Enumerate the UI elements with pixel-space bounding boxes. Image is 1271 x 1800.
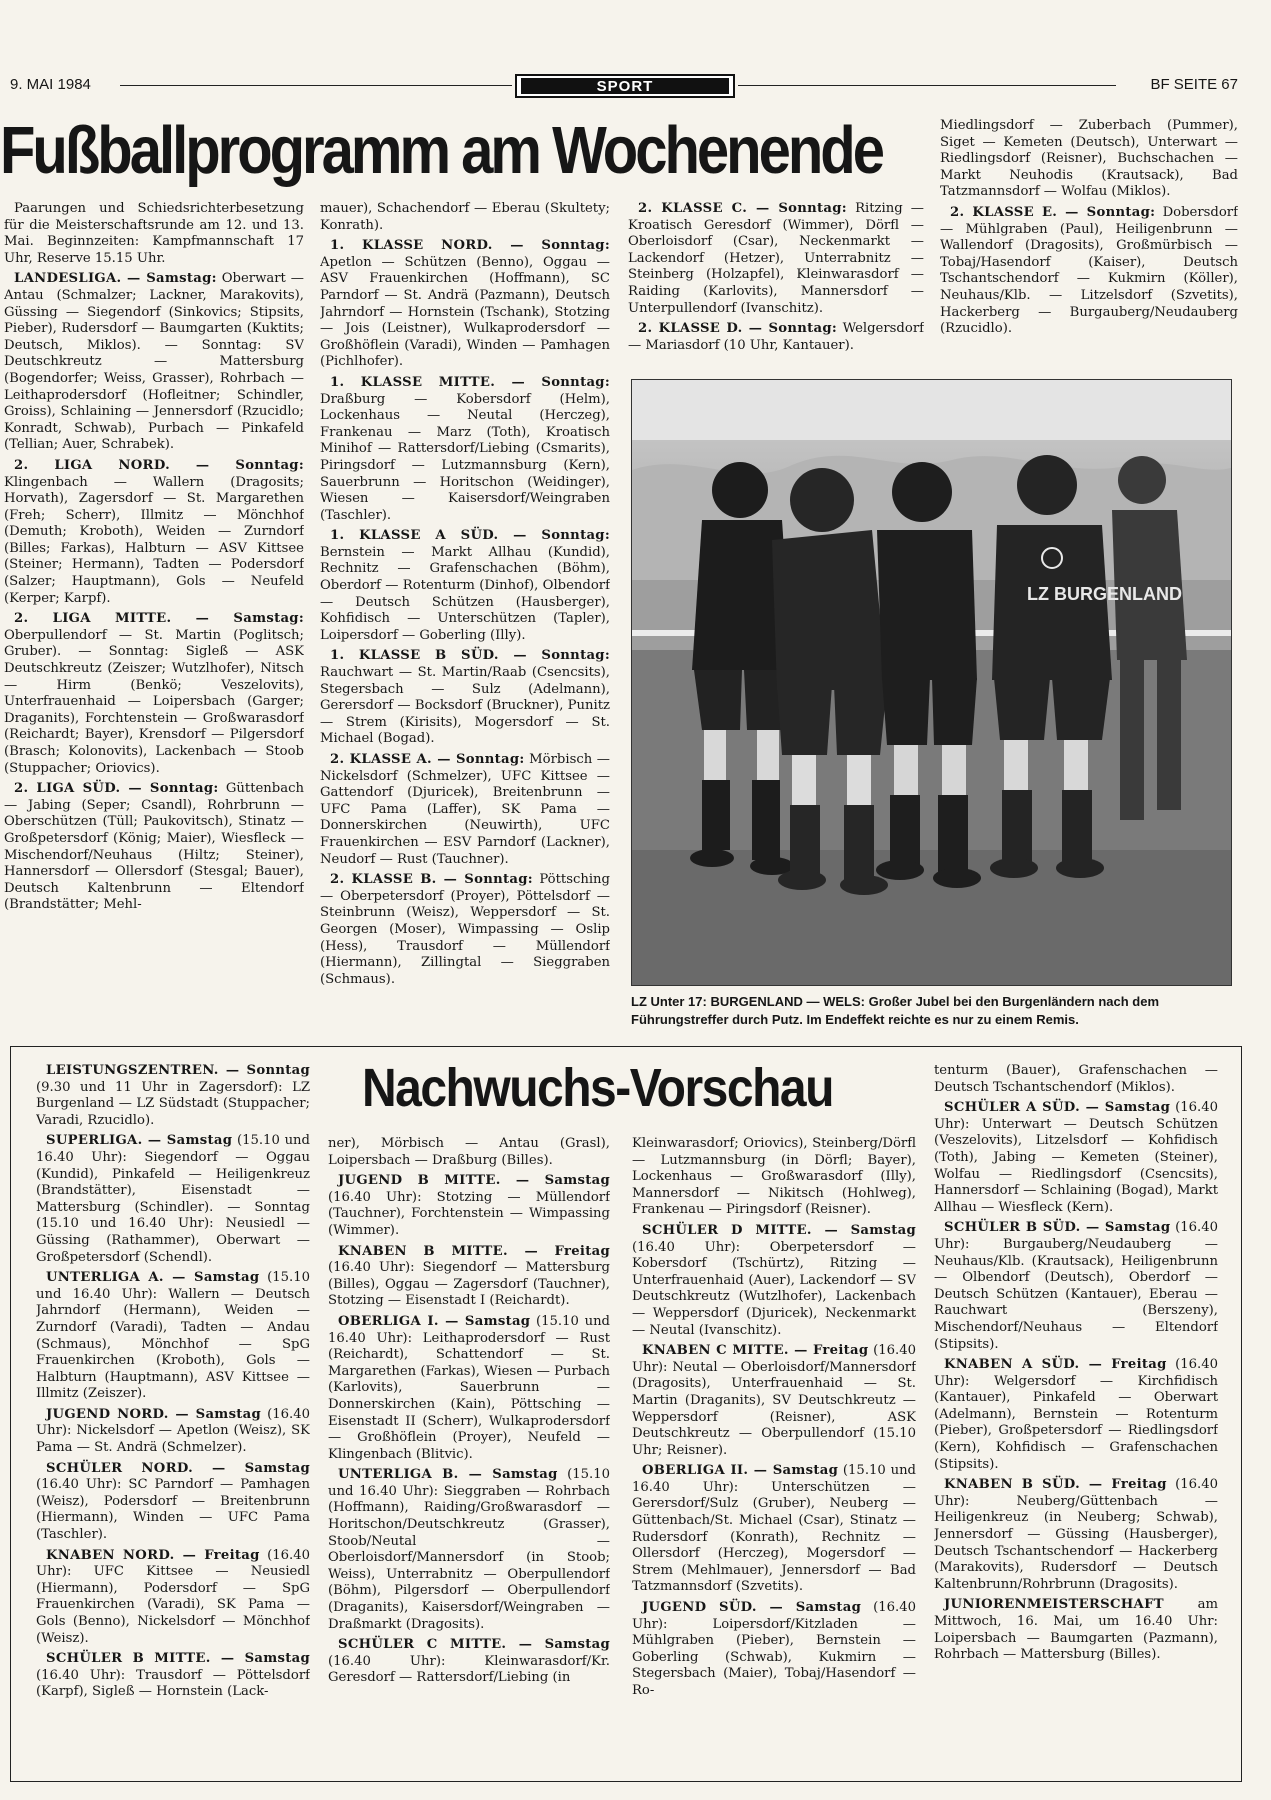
fixture-text: Güttenbach — Jabing (Seper; Csandl), Rohrbrunn — Oberschützen (Tüll; Paukovitsch), Stinatz — Großpetersdorf (König; Maier), Wiesfleck — Mischendorf/Neuhaus (Hiltz; Steiner), Hannersdorf — Ollersdorf (Stesgal; Bauer), Deutsch Kaltenbrunn — Eltendorf (Brandstätter; Mehl- xyxy=(4,781,304,913)
fixture-text: (15.10 und 16.40 Uhr): Leithaprodersdorf — Rust (Reichardt), Schattendorf — St. Margarethen (Farkas), Wiesen — Purbach (Karlovits), Sauerbrunn — Donnerskirchen (Kain), Pöttsching — Eisenstadt II (Scherr), Wulkaprodersdorf — Großhöflein (Proyer), Neufeld — Klingenbach (Blitvic). xyxy=(328,1313,610,1462)
league-heading: 2. KLASSE C. — Sonntag: xyxy=(638,201,847,216)
league-heading: SCHÜLER C MITTE. — Samstag xyxy=(338,1637,610,1653)
league-heading: 2. KLASSE E. — Sonntag: xyxy=(950,204,1156,220)
fixture-paragraph xyxy=(36,1461,310,1544)
fixture-text: (16.40 Uhr): Kleinwarasdorf/Kr. Geresdorf — Rattersdorf/Liebing (in xyxy=(328,1653,610,1686)
intro-paragraph: Paarungen und Schiedsrichterbesetzung für die Meisterschaftsrunde am 12. und 13. Mai. Beginnzeiten: Kampfmannschaft 17 Uhr, Reserve 15.15 Uhr. xyxy=(4,201,304,266)
fixture-paragraph xyxy=(36,1407,310,1457)
section-box xyxy=(515,74,735,98)
league-heading: 1. KLASSE MITTE. — Sonntag: xyxy=(330,374,610,390)
fixture-paragraph xyxy=(934,1357,1218,1473)
fixture-paragraph xyxy=(36,1548,310,1648)
youth-column-1-articles xyxy=(36,1063,310,1701)
fixture-paragraph xyxy=(320,201,610,234)
league-heading: SUPERLIGA. — Samstag xyxy=(46,1133,233,1149)
league-heading: JUGEND SÜD. — Samstag xyxy=(642,1600,862,1616)
league-heading: UNTERLIGA B. — Samstag xyxy=(338,1467,558,1483)
fixture-paragraph xyxy=(4,611,304,777)
league-heading: KNABEN A SÜD. — Freitag xyxy=(944,1357,1167,1373)
fixture-paragraph xyxy=(36,1651,310,1701)
fixture-text: (16.40 Uhr): Siegendorf — Mattersburg (Billes), Oggau — Zagersdorf (Tauchner), Stotzing — Eisenstadt I (Reichardt). xyxy=(328,1260,610,1309)
fixture-text: (16.40 Uhr): SC Parndorf — Pamhagen (Weisz), Podersdorf — Breitenbrunn (Hiermann), Winden — UFC Pama (Taschler). xyxy=(36,1477,310,1543)
league-heading: 1. KLASSE A SÜD. — Sonntag: xyxy=(330,528,610,544)
fixture-text: Oberpullendorf — St. Martin (Poglitsch; Gruber). — Sonntag: Sigleß — ASK Deutschkreutz (Zeiszer; Wutzlhofer), Nitsch — Hirm (Benkö; Veszelovits), Unterfrauenhaid — Loipersbach (Garger; Draganits), Forchtenstein — Großwarasdorf (Reichardt; Bayer), Krensdorf — Pilgersdorf (Brasch; Kolonovits), Lackenbach — Stoob (Stuppacher; Oriovics). xyxy=(4,627,304,776)
league-heading: KNABEN B MITTE. — Freitag xyxy=(338,1243,610,1259)
fixture-text: (16.40 Uhr): Loipersdorf/Kitzladen — Mühlgraben (Pieber), Bernstein — Goberling (Schwab), Kukmirn — Stegersbach (Maier), Tobaj/Hasendorf — Ro- xyxy=(632,1600,916,1698)
fixture-text: (15.10 und 16.40 Uhr): Siegendorf — Oggau (Kundid), Pinkafeld — Heiligenkreuz (Brandstätter), Eisenstadt — Mattersburg (Schindler). — Sonntag (15.10 und 16.40 Uhr): Neusiedl — Güssing (Rathammer), Oberwart — Großpetersdorf (Schendl). xyxy=(36,1133,310,1265)
fixture-paragraph xyxy=(328,1173,610,1239)
fixture-text: Klingenbach — Wallern (Dragosits; Horvath), Zagersdorf — St. Margarethen (Freh; Scherr), Illmitz — Mönchhof (Demuth; Kroboth), Weiden — Zurndorf (Billes; Farkas), Halbturn — ASV Kittsee (Steiner; Hermann), Tadten — Podersdorf (Salzer; Hauptmann), Gols — Neufeld (Kerper; Karpf). xyxy=(4,474,304,606)
league-heading: KNABEN NORD. — Freitag xyxy=(46,1547,260,1563)
youth-column-4 xyxy=(934,1063,1218,1778)
league-heading: 2. KLASSE D. — Sonntag: xyxy=(638,321,838,337)
fixture-text: Ritzing — Kroatisch Geresdorf (Wimmer), Dörfl — Oberloisdorf (Csar), Neckenmarkt — Lackendorf (Hetzer), Unterrabnitz — Steinberg (Holzapfel), Kleinwarasdorf — Raiding (Karlovits), Mannersdorf — Unterpullendorf (Ivanschitz). xyxy=(628,201,924,316)
league-heading: OBERLIGA II. — Samstag xyxy=(642,1463,839,1479)
fixture-paragraph xyxy=(940,118,1238,201)
column-2-articles xyxy=(320,201,610,988)
column-1-articles xyxy=(4,271,304,914)
fixture-paragraph xyxy=(320,375,610,524)
league-heading: KNABEN B SÜD. — Freitag xyxy=(944,1477,1167,1493)
fixture-text: (15.10 und 16.40 Uhr): Sieggraben — Rohrbach (Hoffmann), Raiding/Großwarasdorf — Horitschon/Deutschkreutz (Grasser), Stoob/Neutal — Oberloisdorf/Mannersdorf (in Stoob; Weiss), Unterrabnitz — Oberpullendorf (Böhm), Pilgersdorf — Oberpullendorf (Draganits), Kaisersdorf/Weingraben — Draßmarkt (Dragosits). xyxy=(328,1467,610,1632)
fixture-paragraph xyxy=(940,205,1238,338)
league-heading: JUNIORENMEISTERSCHAFT xyxy=(944,1597,1164,1613)
fixture-paragraph xyxy=(36,1270,310,1403)
fixture-paragraph xyxy=(4,781,304,914)
youth-column-1 xyxy=(36,1063,310,1778)
fixture-text: (15.10 und 16.40 Uhr): Wallern — Deutsch Jahrndorf (Hermann), Weiden — Zurndorf (Varadi), Tadten — Andau (Schmaus), Mönchhof — SpG Frauenkirchen (Kroboth), Gols — Halbturn (Hauptmann), ASV Kittsee — Illmitz (Zeiszer). xyxy=(36,1270,310,1402)
fixture-text: (15.10 und 16.40 Uhr): Unterschützen — Gerersdorf/Sulz (Gruber), Neuberg — Güttenbach/St. Michael (Csar), Stinatz — Rudersdorf (Konrath), Rechnitz — Ollersdorf (Herczeg), Mogersdorf — Strem (Mehlmauer), Jennersdorf — Bad Tatzmannsdorf (Szvetits). xyxy=(632,1463,916,1595)
fixture-text: Dobersdorf — Mühlgraben (Paul), Heiligenbrunn — Wallendorf (Dragosits), Großmürbisch — Tobaj/Hasendorf (Kaiser), Deutsch Tschantschendorf — Kukmirn (Köller), Neuhaus/Klb. — Litzelsdorf (Szvetits), Hackerberg — Burgauberg/Neudauberg (Rzucidlo). xyxy=(940,204,1238,337)
league-heading: SCHÜLER D MITTE. — Samstag xyxy=(642,1222,916,1238)
header-rule-right xyxy=(738,85,1116,86)
header-rule-left xyxy=(120,85,512,86)
team-celebration-photo xyxy=(631,379,1232,986)
league-heading: 1. KLASSE B SÜD. — Sonntag: xyxy=(330,648,610,664)
league-heading: 2. KLASSE B. — Sonntag: xyxy=(330,872,533,888)
fixture-text: (16.40 Uhr): Oberpetersdorf — Kobersdorf (Tschürtz), Ritzing — Unterfrauenhaid (Auer), Lackendorf — SV Deutschkreutz (Wutzlhofer), Lackenbach — Weppersdorf (Djuricek), Neckenmarkt — Neutal (Ivanschitz). xyxy=(632,1239,916,1338)
league-heading: JUGEND B MITTE. — Samstag xyxy=(338,1173,610,1189)
section-label: SPORT xyxy=(521,78,729,94)
fixture-paragraph xyxy=(632,1223,916,1339)
youth-column-3-articles xyxy=(632,1136,916,1700)
league-heading: 2. LIGA SÜD. — Sonntag: xyxy=(14,781,219,797)
fixture-paragraph xyxy=(632,1136,916,1219)
fixture-text: (9.30 und 11 Uhr in Zagersdorf): LZ Burgenland — LZ Südstadt (Stuppacher; Varadi, Rzucidlo). xyxy=(36,1079,310,1128)
page-number: BF SEITE 67 xyxy=(1150,76,1238,93)
fixture-paragraph xyxy=(4,271,304,454)
youth-column-2-articles xyxy=(328,1136,610,1687)
fixture-text: Rauchwart — St. Martin/Raab (Csencsits), Stegersbach — Sulz (Adelmann), Gerersdorf — Bocksdorf (Bruckner), Punitz — Strem (Kirisits), Mogersdorf — St. Michael (Bogad). xyxy=(320,665,610,747)
fixture-text: mauer), Schachendorf — Eberau (Skultety; Konrath). xyxy=(320,201,610,233)
fixture-paragraph xyxy=(628,321,924,354)
youth-column-3 xyxy=(632,1136,916,1778)
fixture-paragraph xyxy=(328,1467,610,1633)
fixture-text: (16.40 Uhr): Burgauberg/Neudauberg — Neuhaus/Klb. (Krautsack), Heiligenbrunn — Olbendorf (Deutsch), Oberdorf — Deutsch Schützen (Kantauer), Eberau — Rauchwart (Berszeny), Mischendorf/Neuhaus — Eltendorf (Stipsits). xyxy=(934,1220,1218,1352)
fixture-text: Miedlingsdorf — Zuberbach (Pummer), Siget — Kemeten (Deutsch), Unterwart — Riedlingsdorf (Reisner), Buchschachen — Markt Neuhodis (Krautsack), Bad Tatzmannsdorf — Wolfau (Miklos). xyxy=(940,118,1238,200)
fixture-text: Welgersdorf — Mariasdorf (10 Uhr, Kantauer). xyxy=(628,321,924,353)
fixture-text: (16.40 Uhr): Nickelsdorf — Apetlon (Weisz), SK Pama — St. Andrä (Schmelzer). xyxy=(36,1406,310,1456)
fixture-text: ner), Mörbisch — Antau (Grasl), Loipersbach — Draßburg (Billes). xyxy=(328,1136,610,1168)
fixture-text: (16.40 Uhr): Welgersdorf — Kirchfidisch (Kantauer), Pinkafeld — Oberwart (Adelmann), Bernstein — Rotenturm (Pieber), Großpetersdorf — Riedlingsdorf (Kern), Kohfidisch — Grafenschachen (Stipsits). xyxy=(934,1357,1218,1472)
fixture-paragraph xyxy=(320,648,610,748)
fixture-paragraph xyxy=(320,238,610,371)
column-4-articles xyxy=(940,118,1238,338)
fixture-text: (16.40 Uhr): Neuberg/Güttenbach — Heiligenkreuz (in Neuberg; Schwab), Jennersdorf — Güssing (Hausberger), Deutsch Tschantschendorf — Hackerberg (Marakovits), Rudersdorf — Deutsch Kaltenbrunn/Rohrbrunn (Dragosits). xyxy=(934,1477,1218,1592)
fixture-text: Kleinwarasdorf; Oriovics), Steinberg/Dörfl — Lutzmannsburg (in Dörfl; Bayer), Lockenhaus — Großwarasdorf (Illy), Mannersdorf — Nikitsch (Hohlweg), Frankenau — Piringsdorf (Reisner). xyxy=(632,1136,916,1218)
league-heading: 2. LIGA NORD. — Sonntag: xyxy=(14,457,304,473)
fixture-paragraph xyxy=(934,1597,1218,1663)
jersey-lettering: LZ BURGENLAND xyxy=(1027,584,1182,604)
league-heading: SCHÜLER B SÜD. — Samstag xyxy=(944,1220,1171,1236)
column-2 xyxy=(320,201,610,1036)
fixture-text: Pöttsching — Oberpetersdorf (Proyer), Pöttelsdorf — Steinbrunn (Weisz), Weppersdorf — St. Georgen (Moser), Wimpassing — Oslip (Hess), Trausdorf — Müllendorf (Hiermann), Zillingtal — Sieggraben (Schmaus). xyxy=(320,872,610,987)
fixture-paragraph xyxy=(328,1637,610,1687)
fixture-text: Apetlon — Schützen (Benno), Oggau — ASV Frauenkirchen (Hoffmann), SC Parndorf — St. Andrä (Pazmann), Deutsch Jahrndorf — Hornstein (Tschank), Stotzing — Jois (Leistner), Wulkaprodersdorf — Großhöflein (Varadi), Winden — Pamhagen (Pichlhofer). xyxy=(320,254,610,370)
league-heading: OBERLIGA I. — Samstag xyxy=(338,1313,531,1329)
fixture-paragraph xyxy=(934,1063,1218,1096)
league-heading: UNTERLIGA A. — Samstag xyxy=(46,1270,260,1286)
fixture-text: (16.40 Uhr): Trausdorf — Pöttelsdorf (Karpf), Sigleß — Hornstein (Lack- xyxy=(36,1667,310,1700)
main-headline: Fußballprogramm am Wochenende xyxy=(0,113,882,188)
fixture-paragraph xyxy=(320,752,610,868)
fixture-paragraph xyxy=(328,1244,610,1310)
fixture-text: (16.40 Uhr): Neutal — Oberloisdorf/Mannersdorf (Dragosits), Unterfrauenhaid — St. Martin (Draganits), SV Deutschkreutz — Weppersdorf (Reisner), ASK Deutschkreutz — Oberpullendorf (15.10 Uhr; Reisner). xyxy=(632,1343,916,1458)
column-1 xyxy=(4,201,304,1036)
fixture-paragraph xyxy=(36,1133,310,1266)
fixture-text: (16.40 Uhr): Stotzing — Müllendorf (Tauchner), Forchtenstein — Wimpassing (Wimmer). xyxy=(328,1189,610,1238)
fixture-text: Mörbisch — Nickelsdorf (Schmelzer), UFC Kittsee — Gattendorf (Djuricek), Breitenbrunn — UFC Pama (Laffer), SK Pama — Donnerskirchen (Neuwirth), UFC Frauenkirchen — ESV Parndorf (Lackner), Neudorf — Rust (Tauchner). xyxy=(320,752,610,867)
fixture-paragraph xyxy=(934,1220,1218,1353)
fixture-paragraph xyxy=(632,1463,916,1596)
fixture-paragraph xyxy=(4,458,304,607)
fixture-text: (16.40 Uhr): Unterwart — Deutsch Schützen (Veszelovits), Litzelsdorf — Kohfidisch (Toth), Jabing — Kemeten (Steiner), Wolfau — Riedlingsdorf (Csencsits), Hannersdorf — Schlaining (Bogad), Markt Allhau — Wiesfleck (Kern). xyxy=(934,1100,1218,1215)
issue-date: 9. MAI 1984 xyxy=(10,76,91,93)
fixture-text: Bernstein — Markt Allhau (Kundid), Rechnitz — Grafenschachen (Böhm), Oberdorf — Rotenturm (Dinhof), Olbendorf — Deutsch Schützen (Hausberger), Kohfidisch — Unterschützen (Tapler), Loipersdorf — Goberling (Illy). xyxy=(320,544,610,643)
fixture-paragraph xyxy=(320,872,610,988)
league-heading: LANDESLIGA. — Samstag: xyxy=(14,271,217,287)
column-3-articles xyxy=(628,201,924,354)
league-heading: 1. KLASSE NORD. — Sonntag: xyxy=(330,238,610,254)
fixture-text: Oberwart — Antau (Schmalzer; Lackner, Marakovits), Güssing — Siegendorf (Sinkovics; Stipsits, Pieber), Rudersdorf — Baumgarten (Kuktits; Deutsch, Miklos). — Sonntag: SV Deutschkreutz — Mattersburg (Bogendorfer; Weiss, Grasser), Rohrbach — Leithaprodersdorf (Hofleitner; Schindler, Groiss), Schlaining — Jennersdorf (Rzucidlo; Konradt, Schwab), Purbach — Pinkafeld (Tellian; Auer, Schrabek). xyxy=(4,271,304,453)
youth-headline: Nachwuchs-Vorschau xyxy=(362,1059,833,1119)
fixture-paragraph xyxy=(328,1136,610,1169)
league-heading: SCHÜLER B MITTE. — Samstag xyxy=(46,1651,310,1667)
fixture-paragraph xyxy=(632,1343,916,1459)
fixture-text: am Mittwoch, 16. Mai, um 16.40 Uhr: Loipersbach — Baumgarten (Pazmann), Rohrbach — Mattersburg (Billes). xyxy=(934,1597,1218,1663)
fixture-paragraph xyxy=(320,528,610,644)
fixture-text: (16.40 Uhr): UFC Kittsee — Neusiedl (Hiermann), Podersdorf — SpG Frauenkirchen (Varadi), SK Pama — Gols (Benno), Nickelsdorf — Mönchhof (Weisz). xyxy=(36,1547,310,1646)
league-heading: 2. KLASSE A. — Sonntag: xyxy=(330,752,525,767)
youth-column-4-articles xyxy=(934,1063,1218,1664)
fixture-paragraph xyxy=(628,201,924,317)
photo-illustration xyxy=(632,380,1231,985)
youth-column-2 xyxy=(328,1136,610,1778)
league-heading: SCHÜLER A SÜD. — Samstag xyxy=(944,1100,1171,1116)
fixture-paragraph xyxy=(934,1477,1218,1593)
fixture-paragraph xyxy=(328,1314,610,1463)
fixture-paragraph xyxy=(36,1063,310,1129)
fixture-paragraph xyxy=(632,1600,916,1700)
fixture-paragraph xyxy=(934,1100,1218,1216)
league-heading: LEISTUNGSZENTREN. — Sonntag xyxy=(46,1063,310,1078)
page-header xyxy=(10,74,1238,102)
fixture-text: Draßburg — Kobersdorf (Helm), Lockenhaus — Neutal (Herczeg), Frankenau — Marz (Toth), Kroatisch Minihof — Rattersdorf/Liebing (Csmarits), Piringsdorf — Lutzmannsburg (Kern), Sauerbrunn — Horitschon (Weidinger), Wiesen — Kaisersdorf/Weingraben (Taschler). xyxy=(320,391,610,523)
fixture-text: tenturm (Bauer), Grafenschachen — Deutsch Tschantschendorf (Miklos). xyxy=(934,1063,1218,1095)
column-3 xyxy=(628,201,924,371)
league-heading: SCHÜLER NORD. — Samstag xyxy=(46,1460,310,1476)
league-heading: JUGEND NORD. — Samstag xyxy=(46,1406,262,1422)
column-4 xyxy=(940,118,1238,371)
league-heading: 2. LIGA MITTE. — Samstag: xyxy=(14,611,304,627)
league-heading: KNABEN C MITTE. — Freitag xyxy=(642,1343,869,1359)
photo-caption: LZ Unter 17: BURGENLAND — WELS: Großer Jubel bei den Burgenländern nach dem Führungstreffer durch Putz. Im Endeffekt reichte es nur zu einem Remis. xyxy=(631,994,1159,1027)
